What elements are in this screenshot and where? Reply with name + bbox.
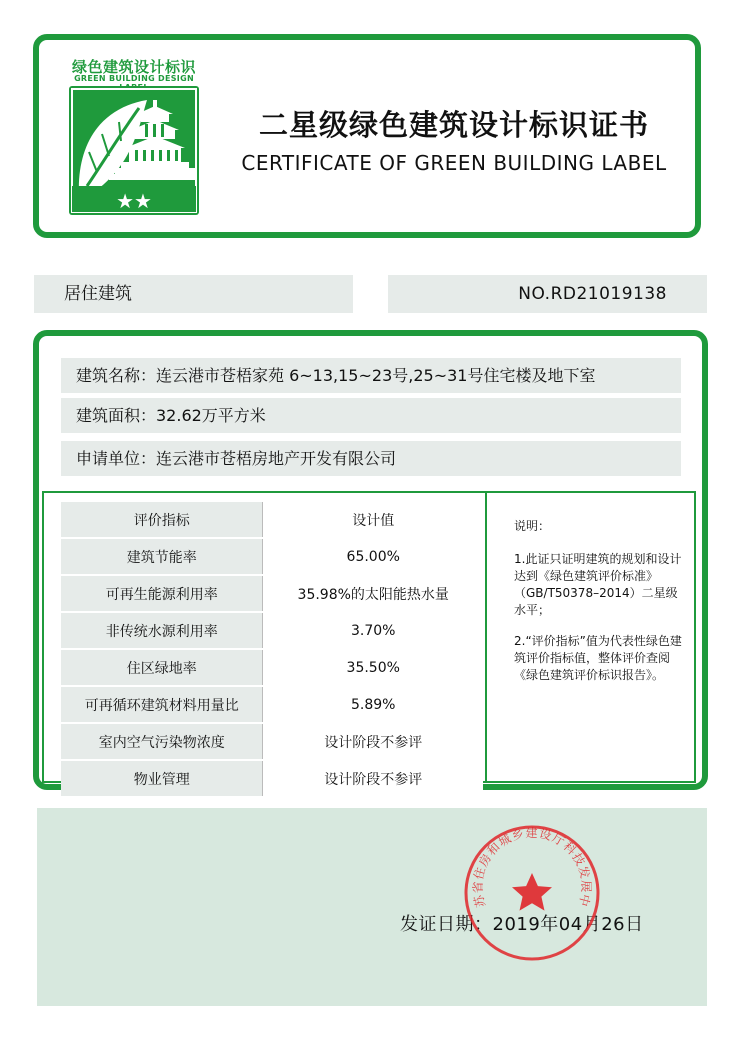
value-cell: 65.00% [263, 538, 483, 575]
table-row [61, 649, 483, 686]
star-icon [512, 873, 552, 911]
building-name-row: 建筑名称：连云港市苍梧家苑 6~13,15~23号,25~31号住宅楼及地下室 [61, 358, 681, 393]
value-cell: 35.98%的太阳能热水量 [263, 575, 483, 612]
building-area-row: 建筑面积：32.62万平方米 [61, 398, 681, 433]
table-header-value: 设计值 [263, 502, 483, 538]
certificate-subtitle: CERTIFICATE OF GREEN BUILDING LABEL [241, 151, 667, 175]
table-row [61, 723, 483, 760]
building-type: 居住建筑 [34, 275, 353, 313]
value-cell: 3.70% [263, 612, 483, 649]
logo-subtitle: GREEN BUILDING DESIGN [74, 74, 194, 83]
notes-panel [514, 518, 684, 698]
indicator-cell: 非传统水源利用率 [61, 612, 263, 649]
note-item: 1.此证只证明建筑的规划和设计达到《绿色建筑评价标准》（GB/T50378–2014）二星级水平； [514, 552, 682, 617]
seal-text: 苏省住房和城乡建设厅科技发展中 [470, 826, 594, 909]
table-row [61, 575, 483, 612]
notes-heading: 说明： [514, 519, 551, 533]
value-cell: 设计阶段不参评 [263, 723, 483, 760]
value-cell: 设计阶段不参评 [263, 760, 483, 797]
table-row [61, 760, 483, 797]
applicant-row: 申请单位：连云港市苍梧房地产开发有限公司 [61, 441, 681, 476]
table-row [61, 612, 483, 649]
note-item: 2.“评价指标”值为代表性绿色建筑评价指标值，整体评价查阅《绿色建筑评价标识报告》。 [514, 634, 682, 682]
indicator-cell: 物业管理 [61, 760, 263, 797]
notes-divider [485, 493, 487, 781]
issue-panel [37, 808, 707, 1006]
indicator-cell: 室内空气污染物浓度 [61, 723, 263, 760]
indicator-cell: 可再循环建筑材料用量比 [61, 686, 263, 723]
indicator-cell: 可再生能源利用率 [61, 575, 263, 612]
table-row [61, 686, 483, 723]
logo-title: 绿色建筑设计标识 [71, 58, 196, 76]
evaluation-table [61, 502, 483, 798]
certificate-title: 二星级绿色建筑设计标识证书 [258, 108, 649, 142]
issue-date: 发证日期：2019年04月26日 [400, 914, 644, 935]
green-building-logo [69, 86, 199, 215]
official-seal [462, 823, 602, 963]
value-cell: 5.89% [263, 686, 483, 723]
table-header-indicator: 评价指标 [61, 502, 263, 538]
indicator-cell: 建筑节能率 [61, 538, 263, 575]
certificate-number: NO.RD21019138 [388, 275, 707, 313]
table-header-row [61, 502, 483, 538]
value-cell: 35.50% [263, 649, 483, 686]
indicator-cell: 住区绿地率 [61, 649, 263, 686]
table-row [61, 538, 483, 575]
logo-stars: ★★ [116, 189, 152, 213]
